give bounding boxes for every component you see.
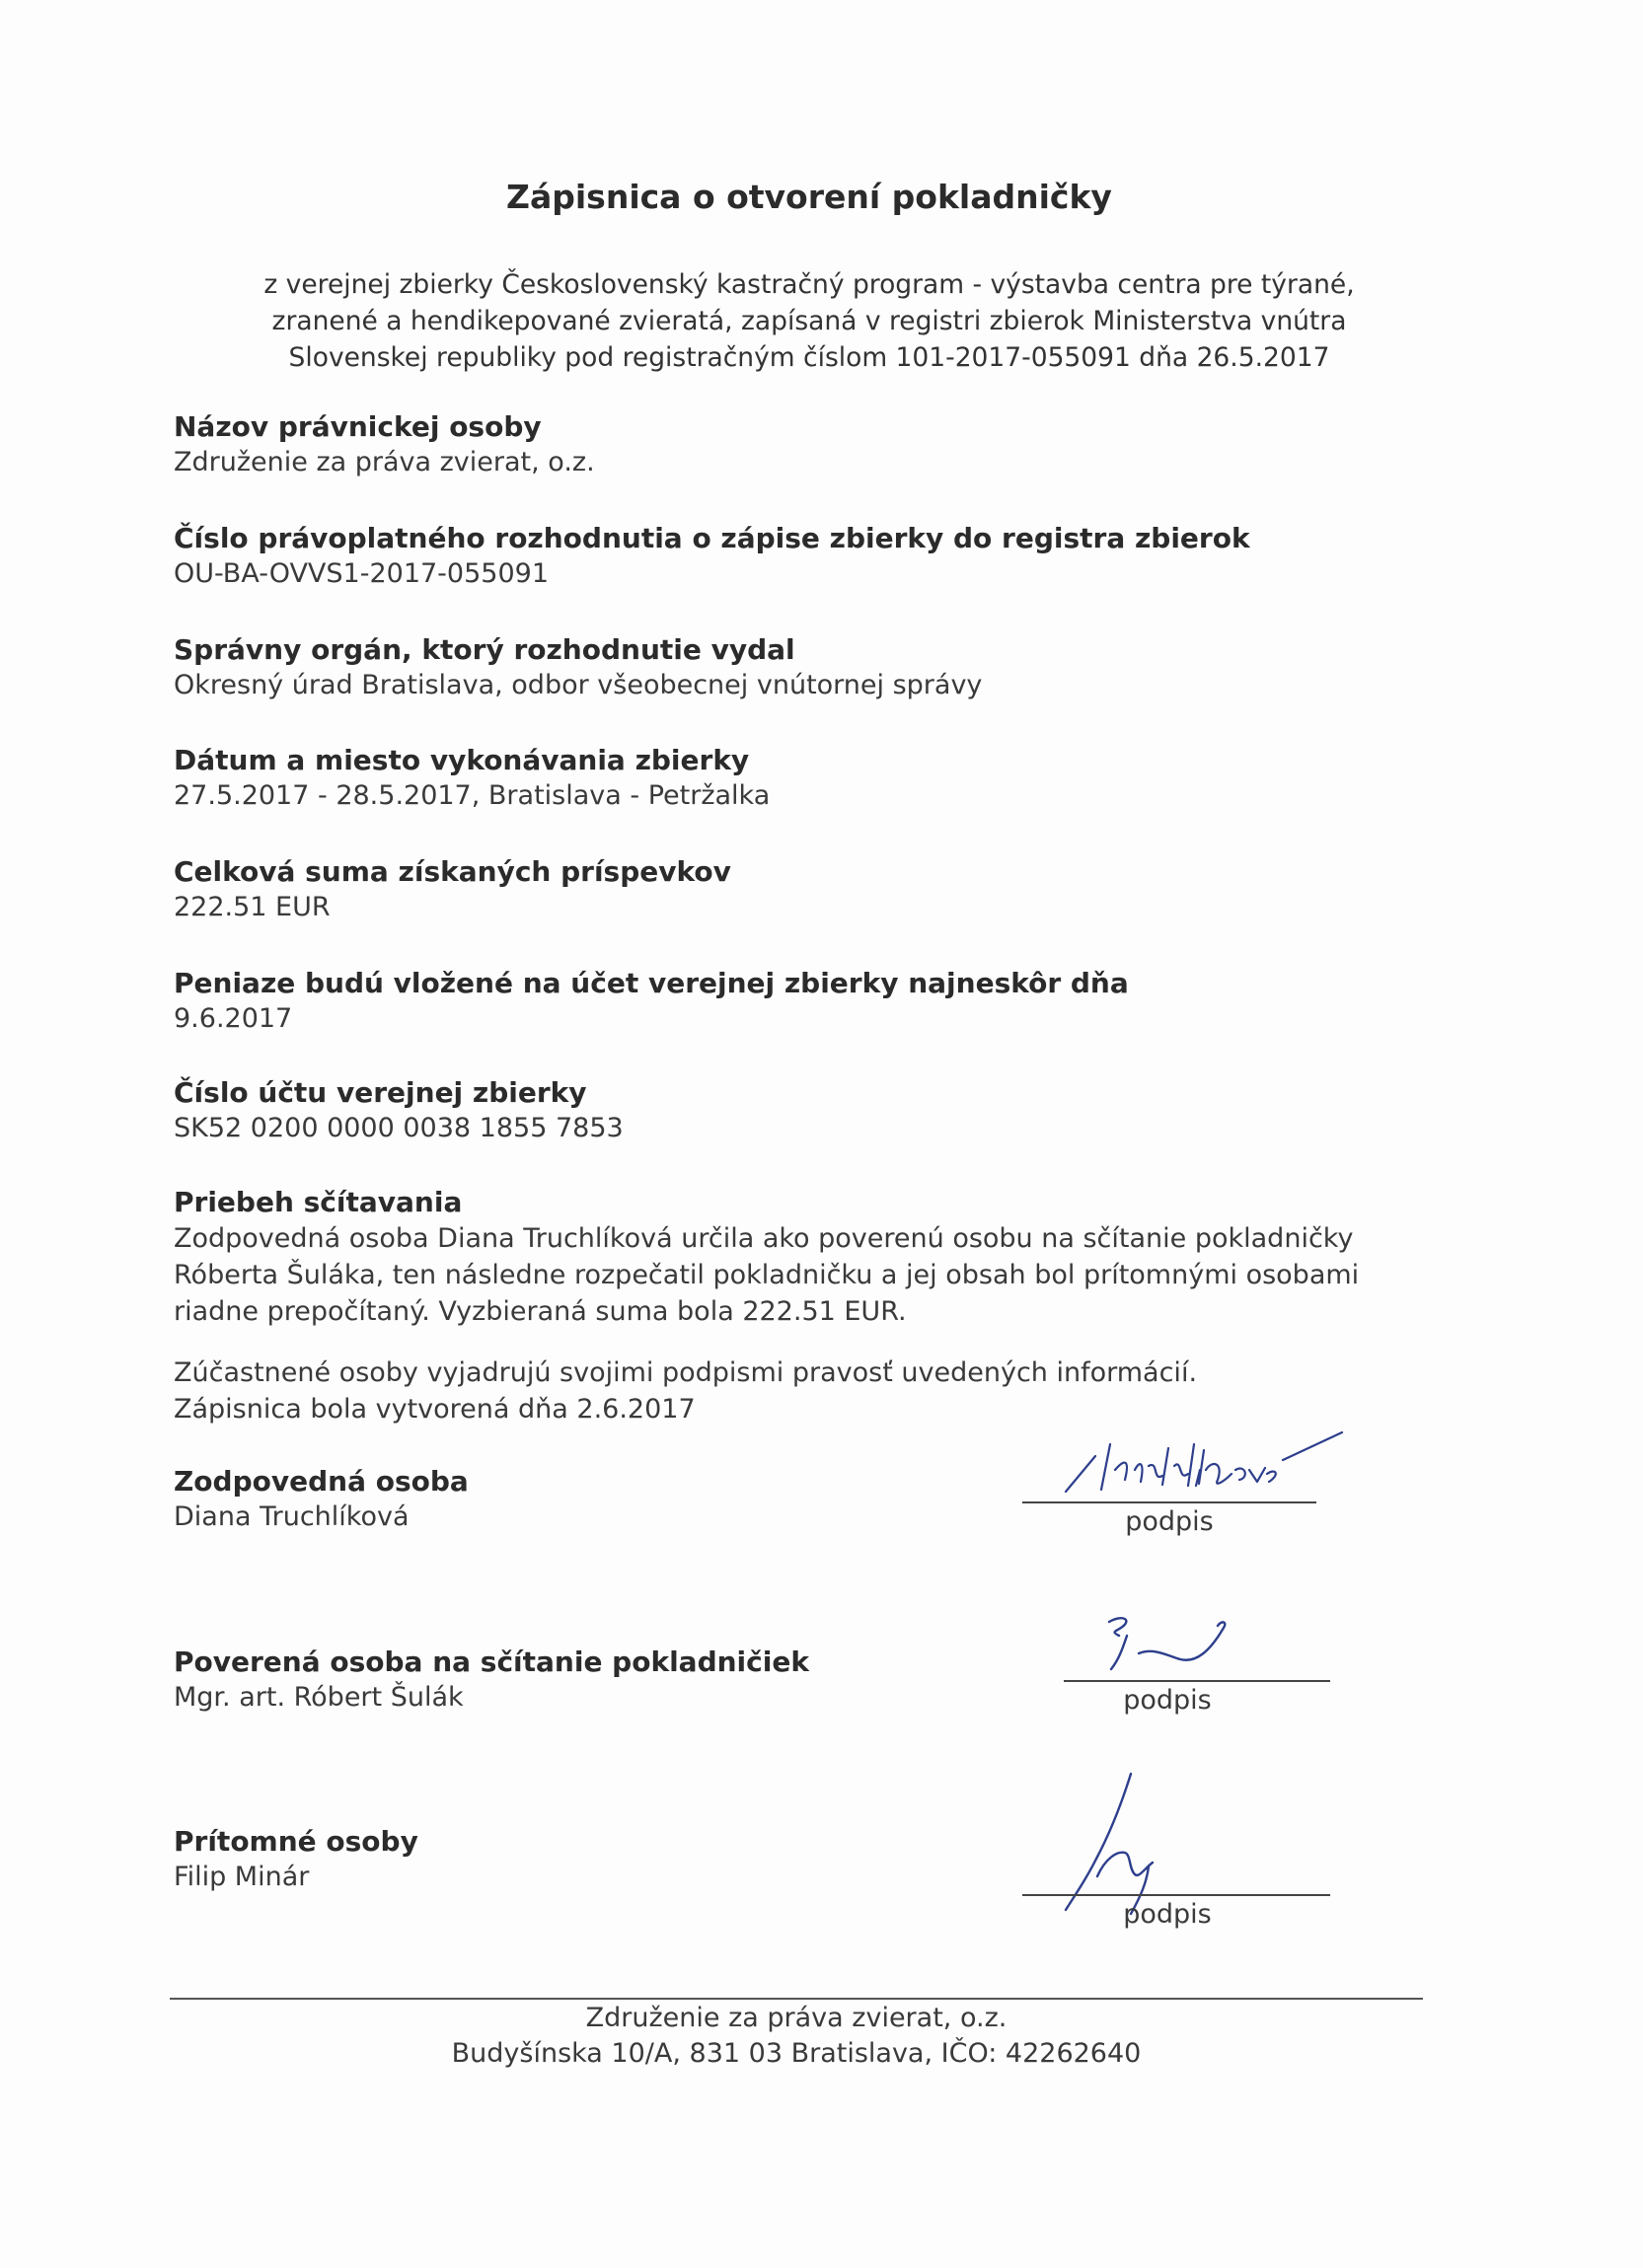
- signature-sulak: [1095, 1608, 1263, 1687]
- field-authority: [174, 632, 1456, 703]
- field-value: SK52 0200 0000 0038 1855 7853: [174, 1113, 624, 1143]
- signatory-present: [174, 1824, 963, 1895]
- field-account-number: [174, 1075, 1456, 1146]
- field-label: Dátum a miesto vykonávania zbierky: [174, 744, 750, 776]
- closing-line: Zúčastnené osoby vyjadrujú svojimi podpismi pravosť uvedených informácií.: [174, 1357, 1198, 1388]
- signature-line: [1022, 1501, 1316, 1503]
- signatory-name: Mgr. art. Róbert Šulák: [174, 1682, 464, 1713]
- process-line: Zodpovedná osoba Diana Truchlíková určila ako poverenú osobu na sčítanie pokladničky: [174, 1223, 1354, 1254]
- field-value: Združenie za práva zvierat, o.z.: [174, 447, 595, 477]
- signature-line: [1064, 1680, 1330, 1682]
- process-line: riadne prepočítaný. Vyzbieraná suma bola 222.51 EUR.: [174, 1296, 907, 1327]
- field-label: Peniaze budú vložené na účet verejnej zbierky najneskôr dňa: [174, 967, 1129, 999]
- process-label: Priebeh sčítavania: [174, 1186, 463, 1218]
- footer-org-name: Združenie za práva zvierat, o.z.: [585, 2003, 1008, 2033]
- signature-caption: podpis: [1123, 1685, 1212, 1716]
- field-label: Číslo účtu verejnej zbierky: [174, 1076, 587, 1109]
- intro-paragraph: [178, 266, 1441, 376]
- signatory-role: Prítomné osoby: [174, 1825, 418, 1858]
- field-label: Celková suma získaných príspevkov: [174, 855, 731, 888]
- signature-caption: podpis: [1123, 1899, 1212, 1930]
- field-value: 222.51 EUR: [174, 892, 331, 922]
- signatory-role: Zodpovedná osoba: [174, 1465, 469, 1498]
- field-total-amount: [174, 854, 1456, 925]
- signature-truchlikova: [1056, 1430, 1352, 1500]
- intro-line: zranené a hendikepované zvieratá, zapísaná v registri zbierok Ministerstva vnútra: [271, 306, 1347, 336]
- signatory-name: Diana Truchlíková: [174, 1501, 410, 1532]
- process-line: Róberta Šuláka, ten následne rozpečatil pokladničku a jej obsah bol prítomnými osobami: [174, 1260, 1360, 1290]
- field-label: Číslo právoplatného rozhodnutia o zápise zbierky do registra zbierok: [174, 522, 1250, 554]
- intro-line: Slovenskej republiky pod registračným číslom 101-2017-055091 dňa 26.5.2017: [288, 342, 1330, 373]
- signatory-role: Poverená osoba na sčítanie pokladničiek: [174, 1646, 809, 1678]
- field-date-place: [174, 743, 1456, 814]
- field-value: Okresný úrad Bratislava, odbor všeobecnej vnútornej správy: [174, 670, 983, 700]
- field-legal-entity: [174, 409, 1456, 480]
- field-label: Názov právnickej osoby: [174, 410, 542, 443]
- footer-address: Budyšínska 10/A, 831 03 Bratislava, IČO: 42262640: [451, 2038, 1142, 2069]
- field-label: Správny orgán, ktorý rozhodnutie vydal: [174, 633, 795, 666]
- closing-line: Zápisnica bola vytvorená dňa 2.6.2017: [174, 1394, 696, 1425]
- field-value: 27.5.2017 - 28.5.2017, Bratislava - Petržalka: [174, 780, 771, 811]
- field-decision-number: [174, 521, 1456, 592]
- field-value: 9.6.2017: [174, 1003, 293, 1034]
- signatory-counter: [174, 1645, 1012, 1716]
- closing-statement: [174, 1354, 1456, 1427]
- field-value: OU-BA-OVVS1-2017-055091: [174, 558, 549, 589]
- field-deposit-deadline: [174, 966, 1456, 1037]
- footer: [170, 2001, 1423, 2072]
- signature-line: [1022, 1894, 1330, 1896]
- intro-line: z verejnej zbierky Československý kastračný program - výstavba centra pre týrané,: [263, 269, 1355, 300]
- footer-divider: [170, 1998, 1423, 2000]
- process-section: [174, 1185, 1456, 1330]
- signatory-responsible: [174, 1464, 963, 1535]
- signature-caption: podpis: [1125, 1506, 1214, 1537]
- document-title: Zápisnica o otvorení pokladničky: [506, 178, 1112, 216]
- signatory-name: Filip Minár: [174, 1862, 310, 1892]
